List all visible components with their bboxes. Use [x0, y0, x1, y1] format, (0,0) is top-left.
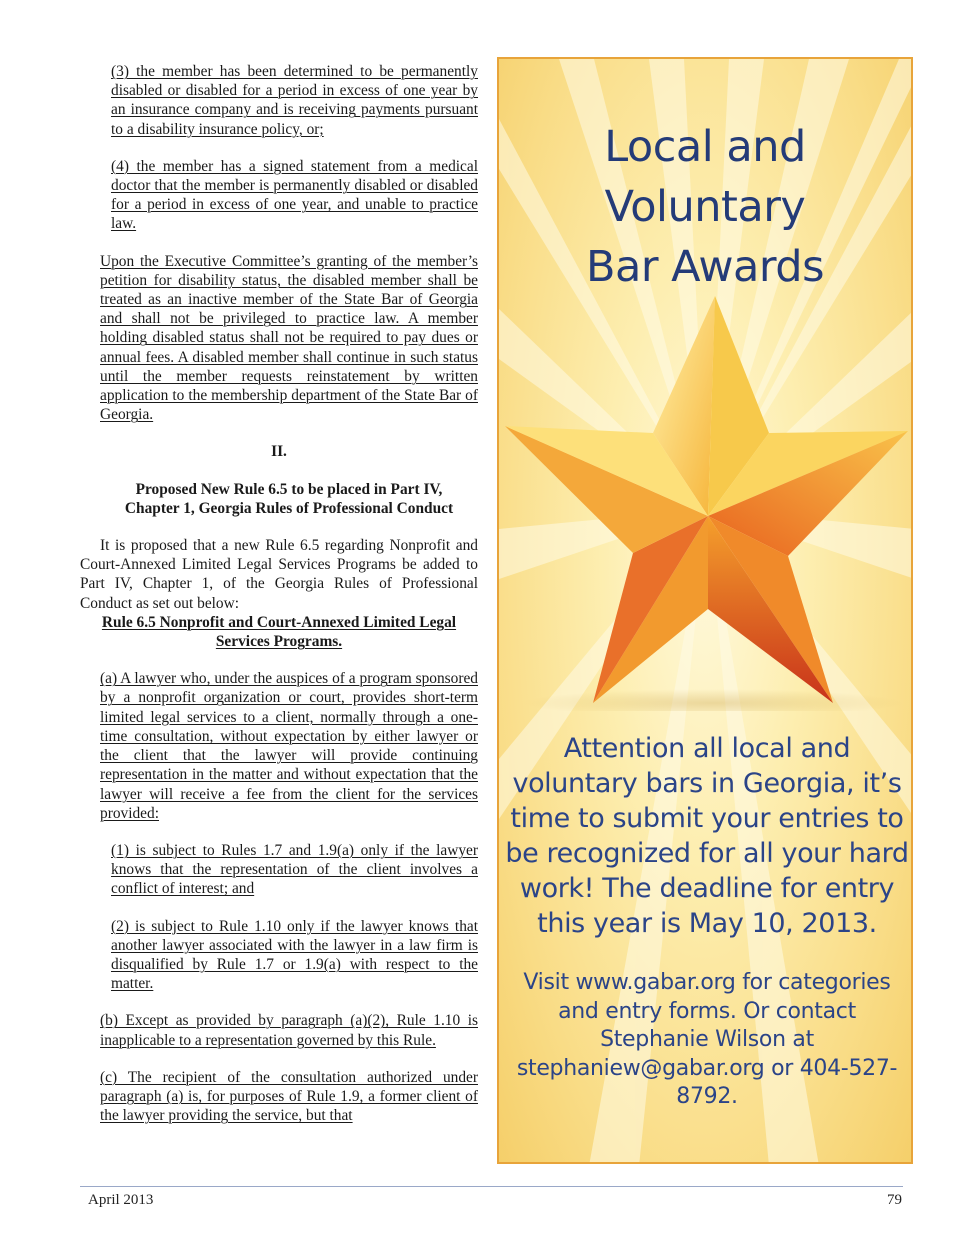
- ad-contact-info: Visit www.gabar.org for categories and entry forms. Or contact Stephanie Wilson at stephaniew@gabar.org or 404-527-8792.: [516, 970, 898, 1109]
- section-heading-line2: Chapter 1, Georgia Rules of Professional Conduct: [124, 499, 454, 517]
- ad-title-line1: Local and Voluntary: [604, 122, 806, 232]
- section-number: II.: [271, 443, 287, 461]
- page-number: 79: [887, 1192, 902, 1208]
- awards-advertisement: [497, 57, 913, 1164]
- article-column: [80, 62, 478, 1143]
- rule-title: Rule 6.5 Nonprofit and Court-Annexed Limited Legal Services Programs.: [101, 613, 457, 651]
- rule-paragraph-a2: (2) is subject to Rule 1.10 only if the lawyer knows that another lawyer associated with the lawyer in a law firm is disqualified by Rule 1.7 or 1.9(a) with respect to the matter.: [111, 917, 478, 993]
- proposal-paragraph: It is proposed that a new Rule 6.5 regarding Nonprofit and Court-Annexed Limited Legal Services Programs be added to Part IV, Chapter 1, of the Georgia Rules of Professional Conduct as set out below:: [80, 537, 478, 612]
- ad-title-line2: Bar Awards: [585, 242, 824, 292]
- rule-paragraph-b: (b) Except as provided by paragraph (a)(2), Rule 1.10 is inapplicable to a representation governed by this Rule.: [100, 1012, 478, 1049]
- gold-star-icon: [503, 291, 911, 711]
- ad-announcement: Attention all local and voluntary bars in Georgia, it’s time to submit your entries to be recognized for all your hard work! The deadline for entry this year is May 10, 2013.: [505, 733, 909, 939]
- section-heading-line1: Proposed New Rule 6.5 to be placed in Part IV,: [135, 480, 443, 498]
- ad-title: [499, 117, 911, 297]
- footer-divider: [80, 1186, 903, 1187]
- disability-status-paragraph: Upon the Executive Committee’s granting of the member’s petition for disability status, the disabled member shall be treated as an inactive member of the State Bar of Georgia and shall not be privileged to practice law. A member holding disabled status shall not be required to pay dues or annual fees. A disabled member shall continue in such status until the member requests reinstatement by written application to the membership department of the State Bar of Georgia.: [100, 252, 478, 424]
- disability-criterion-4: (4) the member has a signed statement from a medical doctor that the member is permanently disabled or disabled for a period in excess of one year, and unable to practice law.: [111, 157, 478, 233]
- issue-date: April 2013: [88, 1192, 154, 1208]
- disability-criterion-3: (3) the member has been determined to be permanently disabled or disabled for a period in excess of one year by an insurance company and is receiving payments pursuant to a disability insurance policy, or;: [111, 63, 478, 138]
- rule-paragraph-c: (c) The recipient of the consultation authorized under paragraph (a) is, for purposes of Rule 1.9, a former client of the lawyer providing the service, but that: [100, 1068, 478, 1125]
- rule-paragraph-a: (a) A lawyer who, under the auspices of a program sponsored by a nonprofit organization or court, provides short-term limited legal services to a client, normally through a one-time consultation, without expectation by either lawyer or the client that the lawyer will provide continuing representation in the matter and without expectation that the lawyer will receive a fee from the client for the services provided:: [100, 670, 478, 822]
- rule-paragraph-a1: (1) is subject to Rules 1.7 and 1.9(a) only if the lawyer knows that the representation of the client involves a conflict of interest; and: [111, 841, 478, 898]
